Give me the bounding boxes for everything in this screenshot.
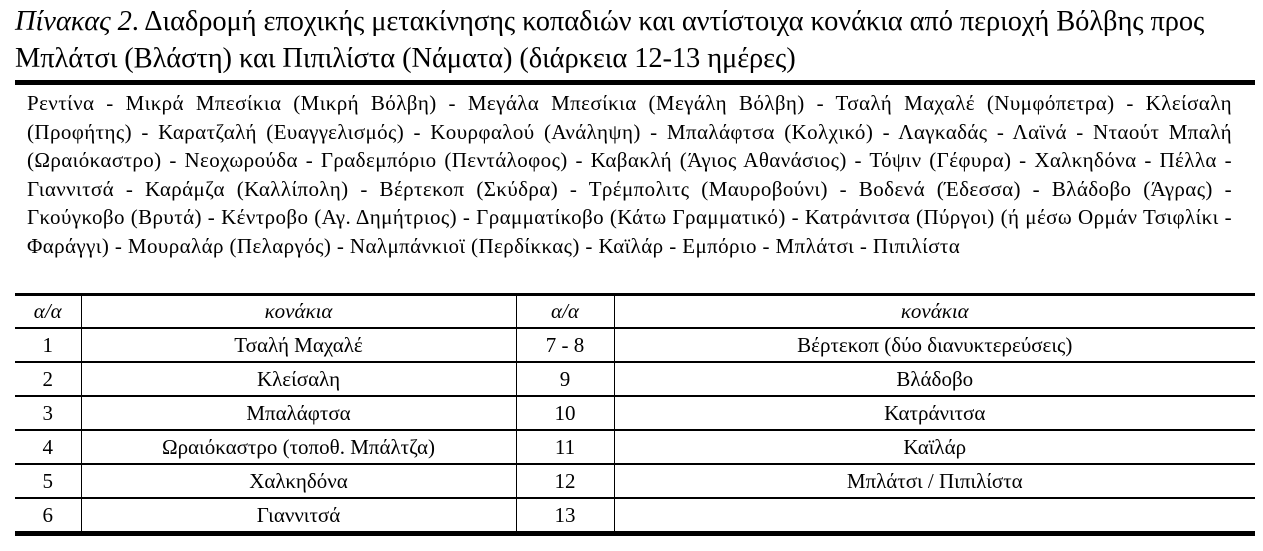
header-stop-right: κονάκια (614, 295, 1255, 329)
row-stop-right: Βλάδοβο (614, 362, 1255, 396)
row-index-left: 6 (15, 498, 81, 534)
row-index-left: 4 (15, 430, 81, 464)
row-index-left: 1 (15, 328, 81, 362)
row-stop-right: Καϊλάρ (614, 430, 1255, 464)
row-index-left: 2 (15, 362, 81, 396)
row-stop-left: Μπαλάφτσα (81, 396, 516, 430)
row-index-right: 7 - 8 (516, 328, 614, 362)
caption-text: . Διαδρομή εποχικής μετακίνησης κοπαδιών και αντίστοιχα κονάκια από περιοχή Βόλβης προς Μπλάτσι (Βλάστη) και Πιπιλίστα (Νάματα) (διάρκεια 12-13 ημέρες) (15, 6, 1205, 74)
row-stop-left: Γιαννιτσά (81, 498, 516, 534)
table-row (15, 362, 1255, 396)
table-row (15, 498, 1255, 534)
row-stop-left: Κλείσαλη (81, 362, 516, 396)
route-description: Ρεντίνα - Μικρά Μπεσίκια (Μικρή Βόλβη) - Μεγάλα Μπεσίκια (Μεγάλη Βόλβη) - Τσαλή Μαχαλέ (Νυμφόπετρα) - Κλείσαλη (Προφήτης) - Καρατζαλή (Ευαγγελισμός) - Κουρφαλού (Ανάληψη) - Μπαλάφτσα (Κολχικό) - Λαγκαδάς - Λαϊνά - Νταούτ Μπαλή (Ωραιόκαστρο) - Νεοχωρούδα - Γραδεμπόριο (Πεντάλοφος) - Καβακλή (Άγιος Αθανάσιος) - Τόψιν (Γέφυρα) - Χαλκηδόνα - Πέλλα - Γιαννιτσά - Καράμζα (Καλλίπολη) - Βέρτεκοπ (Σκύδρα) - Τρέμπολιτς (Μαυροβούνι) - Βοδενά (Έδεσσα) - Βλάδοβο (Άγρας) - Γκούγκοβο (Βρυτά) - Κέντροβο (Αγ. Δημήτριος) - Γραμματίκοβο (Κάτω Γραμματικό) - Κατράνιτσα (Πύργοι) (ή μέσω Ορμάν Τσιφλίκι - Φαράγγι) - Μουραλάρ (Πελαργός) - Ναλμπάνκιοϊ (Περδίκκας) - Καϊλάρ - Εμπόριο - Μπλάτσι - Πιπιλίστα (27, 91, 1232, 258)
row-index-right: 10 (516, 396, 614, 430)
row-index-right: 11 (516, 430, 614, 464)
row-index-left: 5 (15, 464, 81, 498)
table-row (15, 464, 1255, 498)
row-stop-right (614, 498, 1255, 534)
row-index-left: 3 (15, 396, 81, 430)
stops-table (15, 293, 1255, 536)
header-index-right: α/α (516, 295, 614, 329)
row-stop-right: Μπλάτσι / Πιπιλίστα (614, 464, 1255, 498)
row-index-right: 13 (516, 498, 614, 534)
row-index-right: 9 (516, 362, 614, 396)
row-stop-right: Κατράνιτσα (614, 396, 1255, 430)
table-header-row (15, 295, 1255, 329)
row-stop-left: Χαλκηδόνα (81, 464, 516, 498)
row-stop-left: Ωραιόκαστρο (τοποθ. Μπάλτζα) (81, 430, 516, 464)
header-index-left: α/α (15, 295, 81, 329)
table-caption (15, 3, 1255, 77)
table-row (15, 396, 1255, 430)
table-row (15, 328, 1255, 362)
row-index-right: 12 (516, 464, 614, 498)
row-stop-right: Βέρτεκοπ (δύο διανυκτερεύσεις) (614, 328, 1255, 362)
table-row (15, 430, 1255, 464)
caption-rule (15, 80, 1255, 85)
caption-label: Πίνακας 2 (15, 6, 132, 37)
header-stop-left: κονάκια (81, 295, 516, 329)
row-stop-left: Τσαλή Μαχαλέ (81, 328, 516, 362)
